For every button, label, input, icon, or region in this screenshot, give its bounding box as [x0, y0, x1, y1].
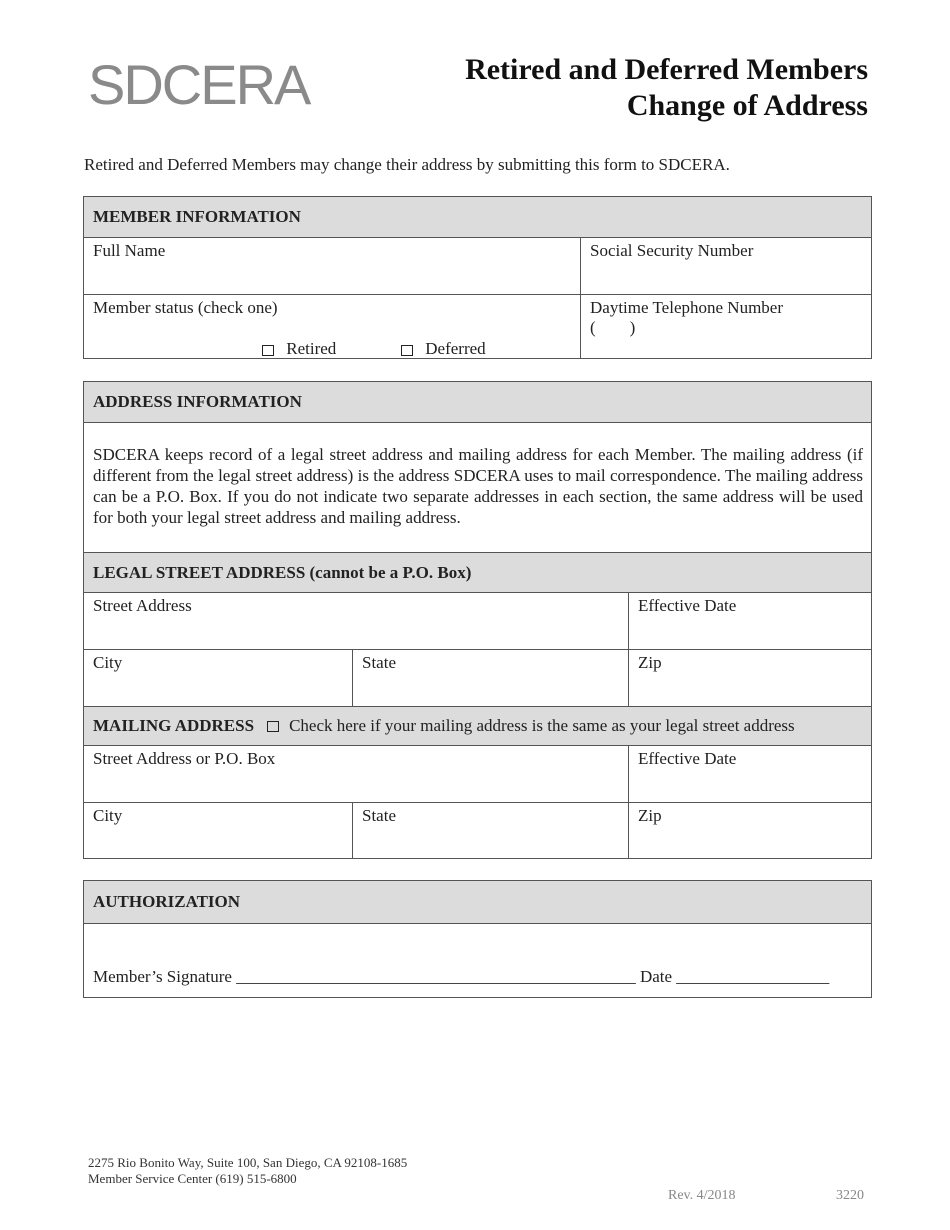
ssn-field[interactable] [580, 238, 871, 295]
page-title [465, 52, 868, 124]
legal-zip-label: Zip [638, 653, 662, 672]
legal-city-label: City [93, 653, 123, 672]
mailing-address-title: MAILING ADDRESS [93, 716, 255, 735]
address-information-paragraph: SDCERA keeps record of a legal street address and mailing address for each Member. The mailing address (if different from the legal street address) is the address SDCERA uses to mail correspondence. The mailing address can be a P.O. Box. If you do not indicate two separate addresses in each section, the same address will be used for both your legal street address and mailing address. [93, 445, 863, 527]
full-name-label: Full Name [93, 241, 166, 260]
footer-service-center: Member Service Center (619) 515-6800 [88, 1171, 297, 1186]
legal-effective-date-field[interactable] [628, 593, 871, 650]
mailing-street-field[interactable] [84, 746, 628, 803]
mailing-zip-label: Zip [638, 806, 662, 825]
phone-area-code-parens: ( ) [590, 318, 636, 337]
same-address-label: Check here if your mailing address is the same as your legal street address [289, 716, 795, 735]
legal-street-label: Street Address [93, 596, 192, 615]
deferred-label: Deferred [425, 339, 486, 358]
form-number: 3220 [836, 1188, 864, 1203]
phone-field[interactable] [580, 294, 871, 359]
legal-street-field[interactable] [84, 593, 628, 650]
mailing-street-label: Street Address or P.O. Box [93, 749, 276, 768]
legal-zip-field[interactable] [628, 649, 871, 706]
intro-text: Retired and Deferred Members may change their address by submitting this form to SDCERA. [84, 155, 730, 174]
legal-effective-date-label: Effective Date [638, 596, 737, 615]
retired-label: Retired [286, 339, 337, 358]
legal-city-field[interactable] [84, 649, 352, 706]
authorization-header: AUTHORIZATION [84, 881, 871, 924]
legal-state-label: State [362, 653, 396, 672]
mailing-city-field[interactable] [84, 802, 352, 859]
phone-label: Daytime Telephone Number [590, 298, 783, 317]
mailing-city-label: City [93, 806, 123, 825]
address-information-header: ADDRESS INFORMATION [84, 382, 871, 423]
title-line-1: Retired and Deferred Members [465, 53, 868, 86]
title-line-2: Change of Address [626, 89, 868, 122]
authorization-section [83, 880, 872, 998]
member-status-field [84, 294, 580, 359]
same-address-checkbox[interactable] [267, 721, 279, 732]
full-name-field[interactable] [84, 238, 580, 295]
sdcera-logo: SDCERA [88, 53, 310, 116]
retired-checkbox[interactable] [262, 345, 274, 356]
member-information-section [83, 196, 872, 359]
address-information-section [83, 381, 872, 859]
mailing-address-header [84, 706, 871, 746]
member-information-header: MEMBER INFORMATION [84, 197, 871, 238]
member-status-label: Member status (check one) [93, 298, 278, 317]
mailing-effective-date-label: Effective Date [638, 749, 737, 768]
mailing-state-label: State [362, 806, 396, 825]
mailing-state-field[interactable] [352, 802, 628, 859]
deferred-checkbox[interactable] [401, 345, 413, 356]
mailing-effective-date-field[interactable] [628, 746, 871, 803]
retired-option[interactable] [262, 339, 336, 359]
ssn-label: Social Security Number [590, 241, 754, 260]
mailing-zip-field[interactable] [628, 802, 871, 859]
legal-street-address-header: LEGAL STREET ADDRESS (cannot be a P.O. Box) [84, 552, 871, 593]
footer-contact [88, 1155, 407, 1187]
legal-state-field[interactable] [352, 649, 628, 706]
deferred-option[interactable] [401, 339, 486, 359]
footer-address: 2275 Rio Bonito Way, Suite 100, San Diego, CA 92108-1685 [88, 1155, 408, 1170]
signature-line[interactable]: Member’s Signature _______________________________________________ Date __________________ [93, 967, 830, 986]
revision-date: Rev. 4/2018 [668, 1188, 736, 1203]
